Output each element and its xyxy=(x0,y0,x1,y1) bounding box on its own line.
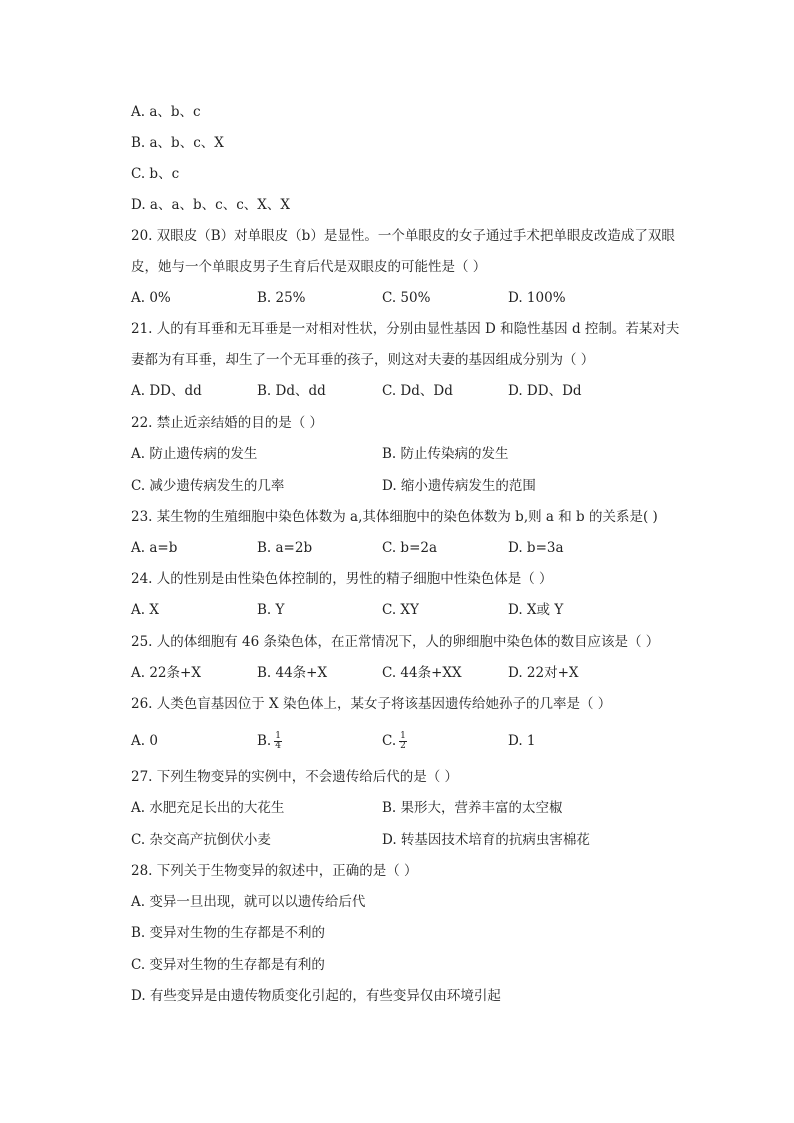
q23-option-a: A. a=b xyxy=(131,540,178,556)
question-20-line1: 20. 双眼皮（B）对单眼皮（b）是显性。一个单眼皮的女子通过手术把单眼皮改造成了双眼 xyxy=(131,228,675,244)
q27-option-c: C. 杂交高产抗倒伏小麦 xyxy=(131,832,271,848)
q21-option-d: D. DD、Dd xyxy=(508,383,582,399)
question-25-options xyxy=(131,663,731,683)
question-22-options-cd xyxy=(131,476,731,496)
q25-option-c: C. 44条+XX xyxy=(382,665,462,681)
q24-option-c: C. XY xyxy=(382,602,419,618)
q28-option-d: D. 有些变异是由遗传物质变化引起的，有些变异仅由环境引起 xyxy=(131,988,501,1004)
q24-option-a: A. X xyxy=(131,602,159,618)
question-27-options-ab xyxy=(131,798,731,818)
q26-option-d: D. 1 xyxy=(508,733,536,749)
q20-option-b: B. 25% xyxy=(257,290,306,306)
q27-option-d: D. 转基因技术培育的抗病虫害棉花 xyxy=(382,832,590,848)
question-23-options xyxy=(131,538,731,558)
q28-option-b: B. 变异对生物的生存都是不利的 xyxy=(131,925,326,941)
q26-option-c-denominator: 2 xyxy=(400,741,406,751)
q26-option-b xyxy=(257,731,282,751)
q24-option-b: B. Y xyxy=(257,602,285,618)
q26-option-c-label: C. xyxy=(382,733,397,749)
question-20-options xyxy=(131,288,731,308)
q20-option-a: A. 0% xyxy=(131,290,171,306)
q26-option-b-numerator: 1 xyxy=(275,731,281,741)
q23-option-b: B. a=2b xyxy=(257,540,313,556)
question-21-line1: 21. 人的有耳垂和无耳垂是一对相对性状，分别由显性基因 D 和隐性基因 d 控制。若某对夫 xyxy=(131,321,680,337)
question-20-line2: 皮，她与一个单眼皮男子生育后代是双眼皮的可能性是（ ） xyxy=(131,259,487,275)
question-21-options xyxy=(131,381,731,401)
q25-option-b: B. 44条+X xyxy=(257,665,328,681)
q22-option-c: C. 减少遗传病发生的几率 xyxy=(131,478,285,494)
q28-option-c: C. 变异对生物的生存都是有利的 xyxy=(131,957,325,973)
question-21-line2: 妻都为有耳垂，却生了一个无耳垂的孩子，则这对夫妻的基因组成分别为（ ） xyxy=(131,352,595,368)
q26-option-b-label: B. xyxy=(257,733,272,749)
question-24-options xyxy=(131,600,731,620)
q24-option-d: D. X或 Y xyxy=(508,602,564,618)
q26-option-c-fraction xyxy=(399,732,407,751)
question-26-options xyxy=(131,731,731,751)
q26-option-b-denominator: 4 xyxy=(275,741,281,751)
q22-option-d: D. 缩小遗传病发生的范围 xyxy=(382,478,536,494)
question-22-options-ab xyxy=(131,444,731,464)
q21-option-c: C. Dd、Dd xyxy=(382,383,453,399)
q27-option-b: B. 果形大，营养丰富的太空椒 xyxy=(382,800,563,816)
prev-option-a: A. a、b、c xyxy=(131,104,201,120)
q23-option-d: D. b=3a xyxy=(508,540,564,556)
q28-option-a: A. 变异一旦出现，就可以以遗传给后代 xyxy=(131,894,366,910)
q26-option-a: A. 0 xyxy=(131,733,158,749)
question-24-line1: 24. 人的性别是由性染色体控制的，男性的精子细胞中性染色体是（ ） xyxy=(131,571,553,587)
q22-option-b: B. 防止传染病的发生 xyxy=(382,446,509,462)
question-23-line1: 23. 某生物的生殖细胞中染色体数为 a,其体细胞中的染色体数为 b,则 a 和 b 的关系是( ) xyxy=(131,509,658,525)
prev-option-c: C. b、c xyxy=(131,166,180,182)
question-26-line1: 26. 人类色盲基因位于 X 染色体上，某女子将该基因遗传给她孙子的几率是（ ） xyxy=(131,696,612,712)
q27-option-a: A. 水肥充足长出的大花生 xyxy=(131,800,285,816)
q25-option-d: D. 22对+X xyxy=(508,665,579,681)
q20-option-c: C. 50% xyxy=(382,290,431,306)
question-22-line1: 22. 禁止近亲结婚的目的是（ ） xyxy=(131,415,324,431)
prev-option-b: B. a、b、c、X xyxy=(131,135,224,151)
question-27-line1: 27. 下列生物变异的实例中，不会遗传给后代的是（ ） xyxy=(131,769,459,785)
q25-option-a: A. 22条+X xyxy=(131,665,201,681)
question-27-options-cd xyxy=(131,830,731,850)
question-25-line1: 25. 人的体细胞有 46 条染色体，在正常情况下，人的卵细胞中染色体的数目应该是（ ） xyxy=(131,634,660,650)
q21-option-a: A. DD、dd xyxy=(131,383,202,399)
q21-option-b: B. Dd、dd xyxy=(257,383,326,399)
q23-option-c: C. b=2a xyxy=(382,540,438,556)
question-28-line1: 28. 下列关于生物变异的叙述中，正确的是（ ） xyxy=(131,863,418,879)
q20-option-d: D. 100% xyxy=(508,290,566,306)
q22-option-a: A. 防止遗传病的发生 xyxy=(131,446,258,462)
q26-option-c xyxy=(382,731,407,751)
q26-option-b-fraction xyxy=(274,732,282,751)
prev-option-d: D. a、a、b、c、c、X、X xyxy=(131,197,291,213)
q26-option-c-numerator: 1 xyxy=(400,731,406,741)
